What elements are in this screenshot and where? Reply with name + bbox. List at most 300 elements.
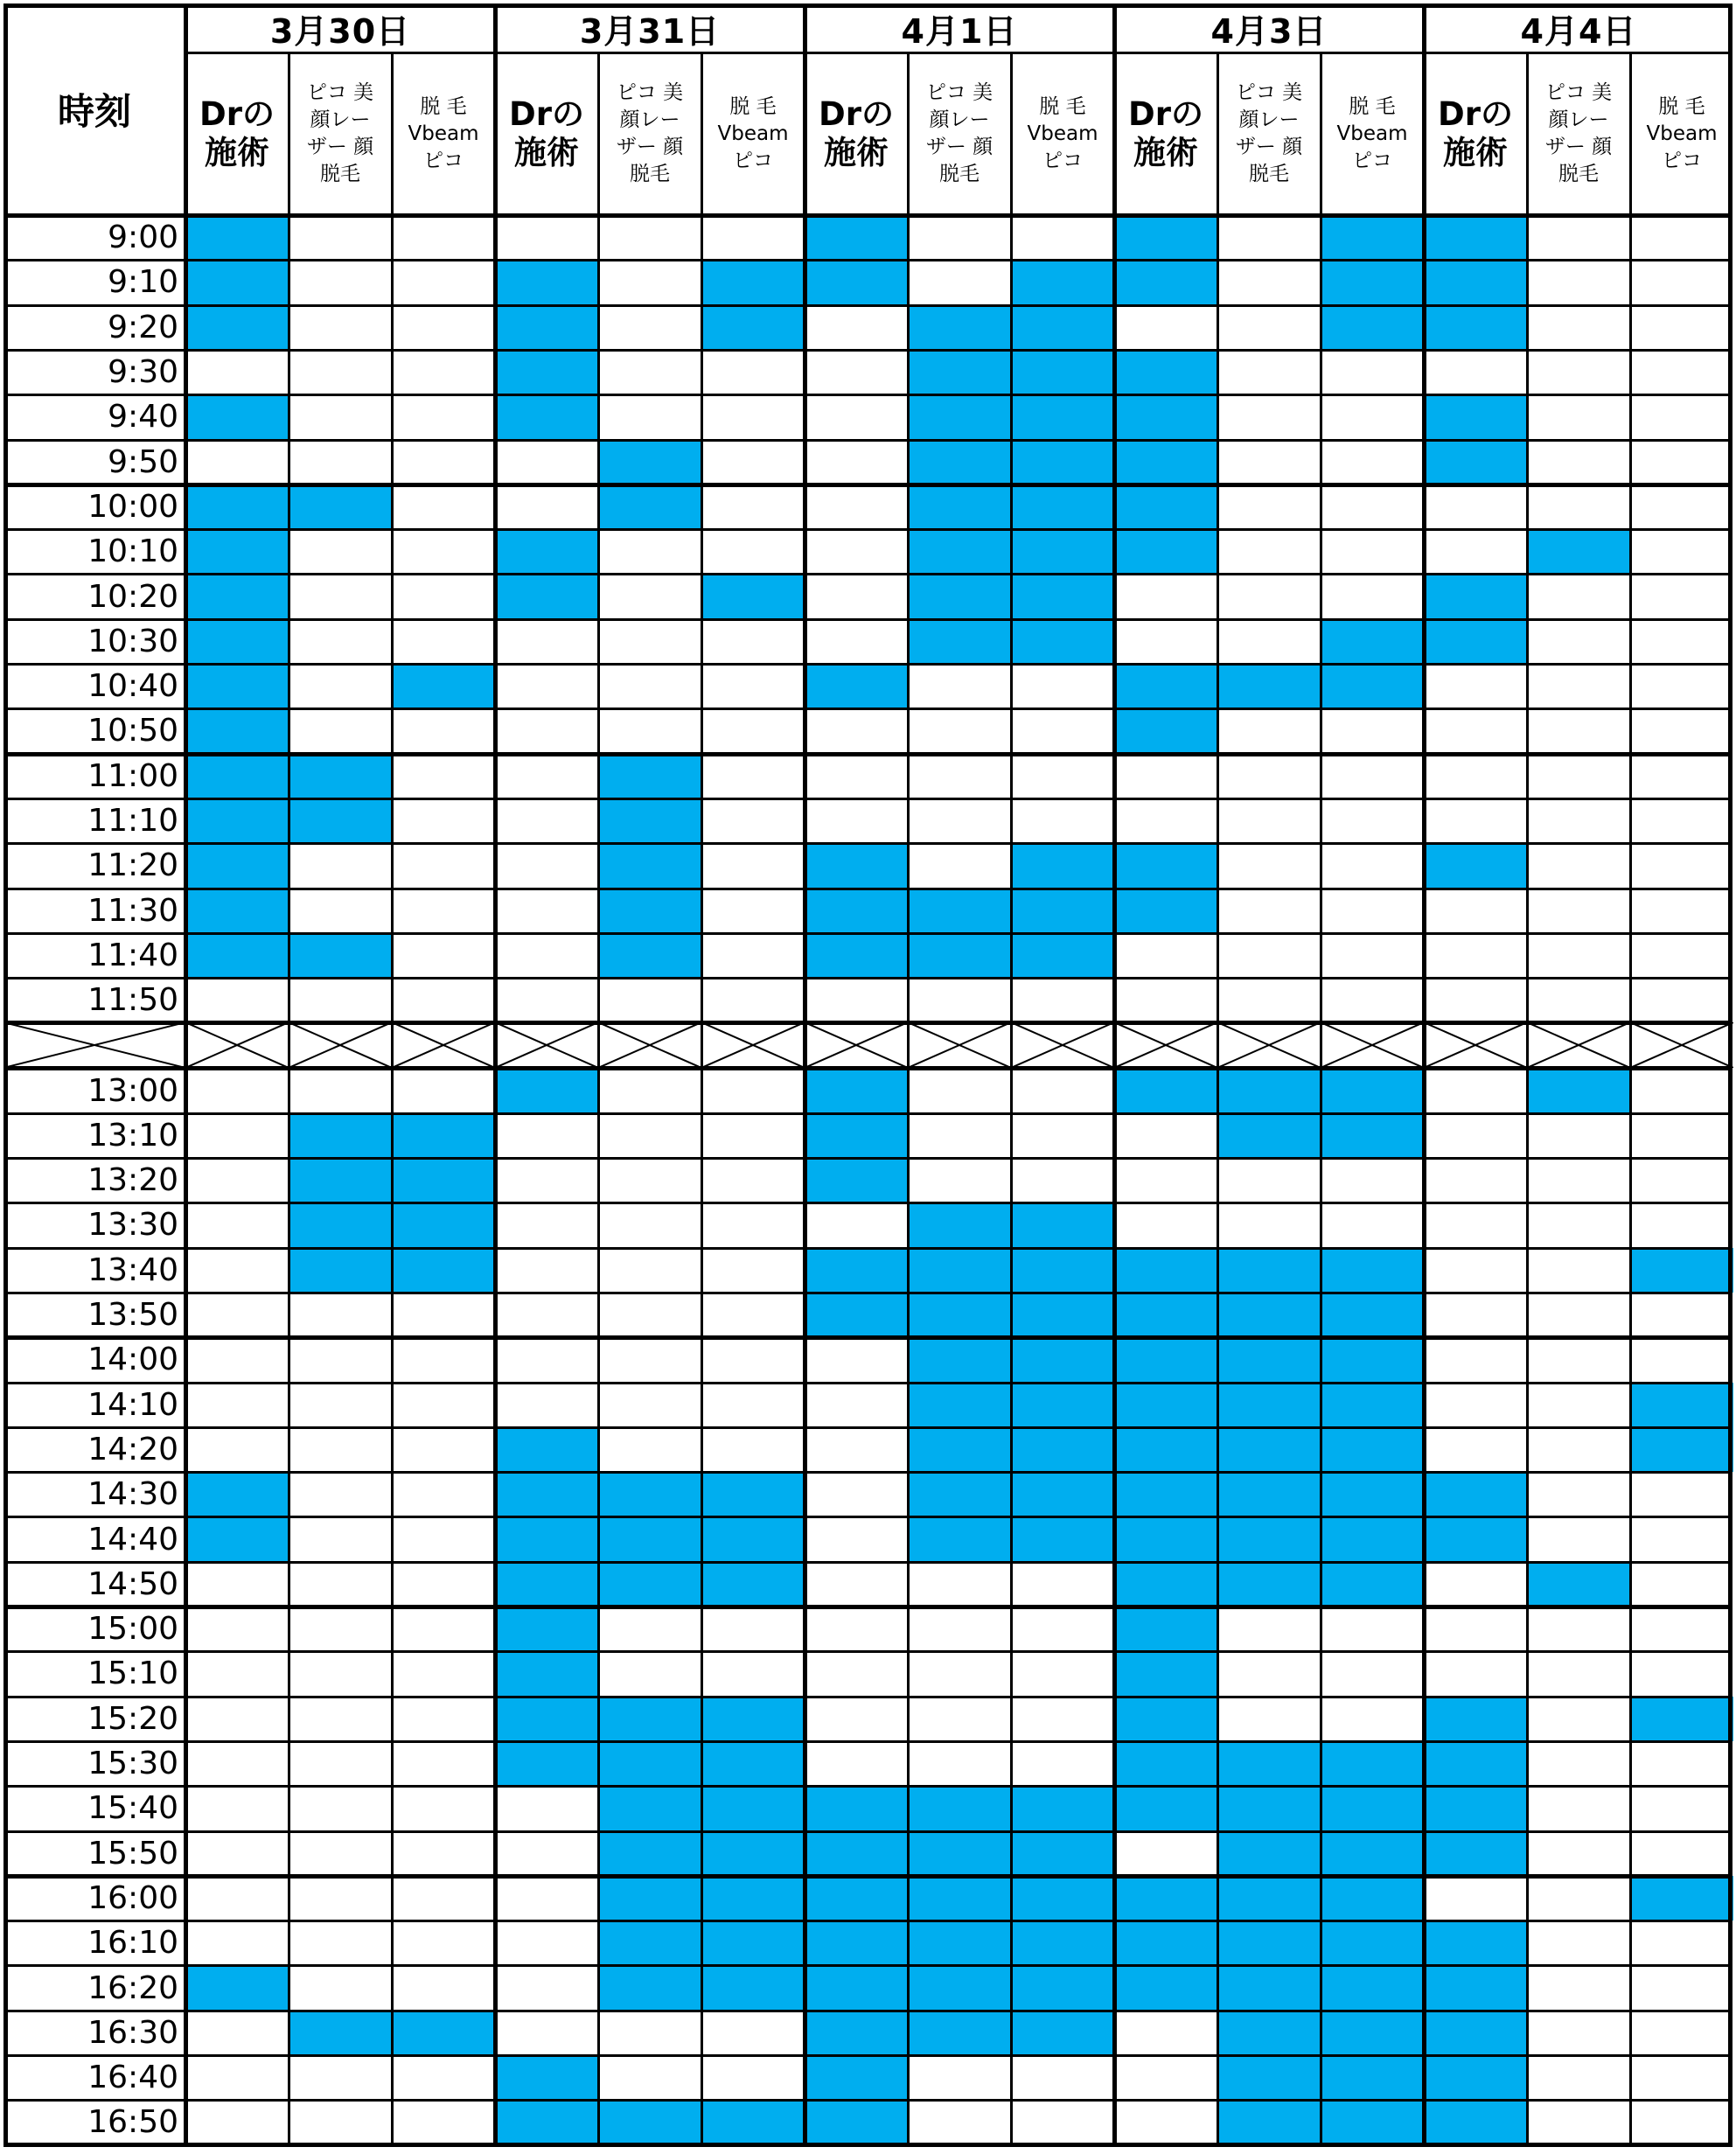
booked-slot[interactable] [908,1383,1011,1427]
booked-slot[interactable] [598,933,701,978]
booked-slot[interactable] [1424,1741,1527,1786]
booked-slot[interactable] [1114,1741,1217,1786]
booked-slot[interactable] [185,529,289,574]
booked-slot[interactable] [1114,260,1217,304]
booked-slot[interactable] [1114,1293,1217,1337]
booked-slot[interactable] [805,1920,908,1965]
booked-slot[interactable] [1217,1876,1321,1920]
booked-slot[interactable] [1321,1920,1424,1965]
booked-slot[interactable] [598,1876,701,1920]
grid-line [1112,3,1117,2145]
booked-slot[interactable] [908,574,1011,618]
booked-slot[interactable] [1114,1427,1217,1472]
booked-slot[interactable] [1321,2100,1424,2144]
booked-slot[interactable] [1011,1965,1114,2010]
booked-slot[interactable] [1114,440,1217,484]
booked-slot[interactable] [185,843,289,888]
booked-slot[interactable] [908,1202,1011,1247]
booked-slot[interactable] [185,394,289,439]
booked-slot[interactable] [1011,1516,1114,1561]
booked-slot[interactable] [908,1786,1011,1830]
booked-slot[interactable] [908,619,1011,664]
booked-slot[interactable] [701,1516,805,1561]
column-header-dr: Drの 施術 [819,95,894,171]
time-label: 15:20 [87,1700,178,1737]
booked-slot[interactable] [805,2100,908,2144]
booked-slot[interactable] [598,754,701,798]
booked-slot[interactable] [598,484,701,529]
booked-slot[interactable] [1630,1697,1733,1741]
booked-slot[interactable] [805,1786,908,1830]
time-label: 11:40 [87,937,178,973]
grid-line [3,2054,1733,2057]
booked-slot[interactable] [701,1697,805,1741]
booked-slot[interactable] [1114,1248,1217,1293]
booked-slot[interactable] [495,1651,598,1696]
booked-slot[interactable] [908,394,1011,439]
booked-slot[interactable] [1114,1472,1217,1516]
booked-slot[interactable] [1527,529,1630,574]
booked-slot[interactable] [1011,1831,1114,1876]
booked-slot[interactable] [1630,1248,1733,1293]
grid-line [3,213,1733,218]
booked-slot[interactable] [701,1965,805,2010]
booked-slot[interactable] [1321,305,1424,350]
booked-slot[interactable] [1011,350,1114,394]
booked-slot[interactable] [1321,619,1424,664]
booked-slot[interactable] [1114,1516,1217,1561]
booked-slot[interactable] [1217,1472,1321,1516]
booked-slot[interactable] [908,1248,1011,1293]
booked-slot[interactable] [1321,1831,1424,1876]
booked-slot[interactable] [908,2011,1011,2055]
booked-slot[interactable] [1011,843,1114,888]
booked-slot[interactable] [805,1068,908,1112]
booked-slot[interactable] [185,1516,289,1561]
booked-slot[interactable] [1217,1741,1321,1786]
booked-slot[interactable] [1321,664,1424,708]
time-label: 16:30 [87,2014,178,2051]
booked-slot[interactable] [1114,843,1217,888]
booked-slot[interactable] [1217,1293,1321,1337]
column-header-hair_vbeam: 脱 毛 Vbeam ピコ [408,94,479,172]
lunch-break-cross [598,1022,701,1068]
booked-slot[interactable] [1217,1113,1321,1158]
grid-line [803,3,807,2145]
booked-slot[interactable] [598,1920,701,1965]
booked-slot[interactable] [1424,1920,1527,1965]
lunch-break-cross [1321,1022,1424,1068]
booked-slot[interactable] [701,305,805,350]
booked-slot[interactable] [185,754,289,798]
booked-slot[interactable] [908,1293,1011,1337]
column-header-pico_face: ピコ 美 顔レー ザー 顔 脱毛 [1235,81,1303,185]
booked-slot[interactable] [185,1965,289,2010]
booked-slot[interactable] [701,1786,805,1830]
booked-slot[interactable] [1114,708,1217,753]
booked-slot[interactable] [1424,843,1527,888]
grid-line [3,2099,1733,2102]
booked-slot[interactable] [908,1876,1011,1920]
booked-slot[interactable] [908,529,1011,574]
booked-slot[interactable] [1011,1248,1114,1293]
booked-slot[interactable] [805,1831,908,1876]
booked-slot[interactable] [908,1472,1011,1516]
grid-line [3,1561,1733,1564]
booked-slot[interactable] [495,2100,598,2144]
booked-slot[interactable] [1321,1965,1424,2010]
time-label: 10:20 [87,578,178,615]
booked-slot[interactable] [1424,440,1527,484]
booked-slot[interactable] [1011,1202,1114,1247]
booked-slot[interactable] [1011,1427,1114,1472]
time-label: 10:50 [87,713,178,749]
time-label: 13:00 [87,1072,178,1109]
time-label: 13:10 [87,1117,178,1154]
booked-slot[interactable] [1114,1068,1217,1112]
booked-slot[interactable] [1321,1472,1424,1516]
time-label: 9:40 [108,399,178,436]
booked-slot[interactable] [1011,394,1114,439]
time-label: 16:50 [87,2104,178,2141]
booked-slot[interactable] [598,798,701,843]
booked-slot[interactable] [495,1562,598,1607]
booked-slot[interactable] [908,350,1011,394]
booked-slot[interactable] [392,1248,495,1293]
booked-slot[interactable] [598,1965,701,2010]
booked-slot[interactable] [1321,1248,1424,1293]
time-label: 10:30 [87,623,178,659]
booked-slot[interactable] [805,664,908,708]
booked-slot[interactable] [1424,1786,1527,1830]
booked-slot[interactable] [495,350,598,394]
booked-slot[interactable] [495,529,598,574]
booked-slot[interactable] [1321,2011,1424,2055]
booked-slot[interactable] [701,2100,805,2144]
booked-slot[interactable] [185,484,289,529]
booked-slot[interactable] [1217,2011,1321,2055]
booked-slot[interactable] [1321,260,1424,304]
lunch-break-cross [1011,1022,1114,1068]
booked-slot[interactable] [805,1293,908,1337]
booked-slot[interactable] [289,484,392,529]
booked-slot[interactable] [1424,574,1527,618]
booked-slot[interactable] [1011,305,1114,350]
booked-slot[interactable] [1114,664,1217,708]
booked-slot[interactable] [289,1202,392,1247]
booked-slot[interactable] [1321,1516,1424,1561]
booked-slot[interactable] [908,440,1011,484]
booked-slot[interactable] [1424,1697,1527,1741]
booked-slot[interactable] [289,1113,392,1158]
booked-slot[interactable] [185,215,289,260]
booked-slot[interactable] [1114,1651,1217,1696]
booked-slot[interactable] [1527,1562,1630,1607]
booked-slot[interactable] [701,260,805,304]
booked-slot[interactable] [908,1831,1011,1876]
booked-slot[interactable] [1424,260,1527,304]
booked-slot[interactable] [1217,2055,1321,2100]
booked-slot[interactable] [185,619,289,664]
booked-slot[interactable] [1114,1876,1217,1920]
booked-slot[interactable] [805,1876,908,1920]
booked-slot[interactable] [495,260,598,304]
booked-slot[interactable] [1114,529,1217,574]
time-column-header: 時刻 [57,90,131,133]
booked-slot[interactable] [495,305,598,350]
booked-slot[interactable] [701,1562,805,1607]
booked-slot[interactable] [805,2011,908,2055]
booked-slot[interactable] [1011,260,1114,304]
booked-slot[interactable] [1424,1831,1527,1876]
grid-line [184,3,188,2145]
grid-line [1422,3,1426,2145]
booked-slot[interactable] [185,933,289,978]
booked-slot[interactable] [185,798,289,843]
booked-slot[interactable] [1321,1383,1424,1427]
booked-slot[interactable] [1217,1248,1321,1293]
booked-slot[interactable] [185,574,289,618]
booked-slot[interactable] [1011,619,1114,664]
booked-slot[interactable] [1321,1427,1424,1472]
booked-slot[interactable] [185,260,289,304]
booked-slot[interactable] [1321,215,1424,260]
booked-slot[interactable] [805,843,908,888]
booked-slot[interactable] [908,1337,1011,1382]
booked-slot[interactable] [495,1427,598,1472]
time-label: 13:30 [87,1207,178,1244]
time-label: 11:50 [87,982,178,1019]
booked-slot[interactable] [1011,889,1114,933]
booked-slot[interactable] [908,933,1011,978]
booked-slot[interactable] [908,1516,1011,1561]
booked-slot[interactable] [1630,1427,1733,1472]
booked-slot[interactable] [1114,394,1217,439]
booked-slot[interactable] [1011,1293,1114,1337]
booked-slot[interactable] [805,889,908,933]
grid-line [597,52,600,2145]
booked-slot[interactable] [598,1741,701,1786]
booked-slot[interactable] [908,484,1011,529]
booked-slot[interactable] [289,754,392,798]
booked-slot[interactable] [1011,1786,1114,1830]
booked-slot[interactable] [598,843,701,888]
time-label: 9:20 [108,309,178,345]
time-label: 9:30 [108,354,178,391]
booked-slot[interactable] [392,664,495,708]
column-header-dr: Drの 施術 [199,95,275,171]
booked-slot[interactable] [1114,1786,1217,1830]
grid-line [3,439,1733,442]
booked-slot[interactable] [185,664,289,708]
grid-line [3,888,1733,890]
booked-slot[interactable] [495,1472,598,1516]
column-header-pico_face: ピコ 美 顔レー ザー 顔 脱毛 [616,81,684,185]
column-header-hair_vbeam: 脱 毛 Vbeam ピコ [717,94,789,172]
booked-slot[interactable] [598,1516,701,1561]
booked-slot[interactable] [1011,529,1114,574]
booked-slot[interactable] [908,889,1011,933]
time-label: 10:00 [87,488,178,525]
booked-slot[interactable] [1114,1965,1217,2010]
booked-slot[interactable] [1321,1741,1424,1786]
booked-slot[interactable] [1321,1068,1424,1112]
booked-slot[interactable] [1424,1516,1527,1561]
booked-slot[interactable] [1424,1472,1527,1516]
booked-slot[interactable] [289,1248,392,1293]
booked-slot[interactable] [1114,484,1217,529]
booked-slot[interactable] [1114,1383,1217,1427]
booked-slot[interactable] [805,260,908,304]
booked-slot[interactable] [1424,2011,1527,2055]
booked-slot[interactable] [1011,1472,1114,1516]
booked-slot[interactable] [908,305,1011,350]
booked-slot[interactable] [185,1472,289,1516]
booked-slot[interactable] [1217,1427,1321,1472]
booked-slot[interactable] [1011,484,1114,529]
booked-slot[interactable] [701,574,805,618]
booked-slot[interactable] [1114,1337,1217,1382]
booked-slot[interactable] [1424,619,1527,664]
booked-slot[interactable] [701,1741,805,1786]
booked-slot[interactable] [701,1876,805,1920]
booked-slot[interactable] [1011,933,1114,978]
grid-line [3,1605,1733,1609]
booked-slot[interactable] [495,1741,598,1786]
booked-slot[interactable] [1217,1831,1321,1876]
booked-slot[interactable] [289,2011,392,2055]
grid-line [3,259,1733,261]
booked-slot[interactable] [185,305,289,350]
booked-slot[interactable] [495,2055,598,2100]
booked-slot[interactable] [1114,350,1217,394]
booked-slot[interactable] [1321,1293,1424,1337]
booked-slot[interactable] [1011,1337,1114,1382]
booked-slot[interactable] [185,708,289,753]
booked-slot[interactable] [1217,1786,1321,1830]
booked-slot[interactable] [598,1831,701,1876]
booked-slot[interactable] [1321,1562,1424,1607]
booked-slot[interactable] [598,1472,701,1516]
booked-slot[interactable] [805,1113,908,1158]
booked-slot[interactable] [1424,215,1527,260]
grid-line [1010,52,1013,2145]
booked-slot[interactable] [1011,1876,1114,1920]
booked-slot[interactable] [495,1516,598,1561]
booked-slot[interactable] [1424,1965,1527,2010]
booked-slot[interactable] [701,1831,805,1876]
booked-slot[interactable] [1630,1876,1733,1920]
booked-slot[interactable] [1114,889,1217,933]
time-label: 9:00 [108,220,178,256]
booked-slot[interactable] [1321,1337,1424,1382]
booked-slot[interactable] [1321,2055,1424,2100]
grid-line [3,1696,1733,1698]
booked-slot[interactable] [1424,2055,1527,2100]
booked-slot[interactable] [1011,574,1114,618]
booked-slot[interactable] [1114,1697,1217,1741]
booked-slot[interactable] [392,1202,495,1247]
booked-slot[interactable] [1217,664,1321,708]
booked-slot[interactable] [598,889,701,933]
booked-slot[interactable] [1217,1965,1321,2010]
booked-slot[interactable] [598,1697,701,1741]
booked-slot[interactable] [1527,1068,1630,1112]
booked-slot[interactable] [1424,305,1527,350]
booked-slot[interactable] [289,1158,392,1202]
booked-slot[interactable] [1011,2011,1114,2055]
booked-slot[interactable] [908,1920,1011,1965]
booked-slot[interactable] [392,1113,495,1158]
column-header-dr: Drの 施術 [1438,95,1513,171]
booked-slot[interactable] [1217,1068,1321,1112]
booked-slot[interactable] [1217,1562,1321,1607]
booked-slot[interactable] [598,2100,701,2144]
booked-slot[interactable] [185,889,289,933]
booked-slot[interactable] [1114,1562,1217,1607]
date-header: 4月3日 [1210,11,1328,51]
booked-slot[interactable] [1217,1383,1321,1427]
booked-slot[interactable] [1321,1786,1424,1830]
booked-slot[interactable] [598,440,701,484]
booked-slot[interactable] [908,1427,1011,1472]
booked-slot[interactable] [392,1158,495,1202]
booked-slot[interactable] [598,1786,701,1830]
booked-slot[interactable] [1424,2100,1527,2144]
booked-slot[interactable] [805,2055,908,2100]
grid-line [3,573,1733,575]
booked-slot[interactable] [701,1472,805,1516]
booked-slot[interactable] [1424,394,1527,439]
booked-slot[interactable] [805,1965,908,2010]
booked-slot[interactable] [1217,1920,1321,1965]
booked-slot[interactable] [701,1920,805,1965]
booked-slot[interactable] [1114,1607,1217,1651]
booked-slot[interactable] [495,574,598,618]
booked-slot[interactable] [495,1697,598,1741]
booked-slot[interactable] [908,1965,1011,2010]
time-label: 11:30 [87,892,178,929]
booked-slot[interactable] [805,933,908,978]
grid-line [3,708,1733,710]
booked-slot[interactable] [289,933,392,978]
grid-line [185,52,1733,54]
booked-slot[interactable] [1011,1920,1114,1965]
booked-slot[interactable] [1114,215,1217,260]
booked-slot[interactable] [1217,1337,1321,1382]
booked-slot[interactable] [495,1068,598,1112]
booked-slot[interactable] [805,1248,908,1293]
booked-slot[interactable] [1011,1383,1114,1427]
booked-slot[interactable] [1114,1920,1217,1965]
booked-slot[interactable] [495,1607,598,1651]
booked-slot[interactable] [1321,1876,1424,1920]
booked-slot[interactable] [289,798,392,843]
booked-slot[interactable] [1321,1113,1424,1158]
booked-slot[interactable] [598,1562,701,1607]
time-label: 14:20 [87,1431,178,1467]
booked-slot[interactable] [1630,1383,1733,1427]
grid-line [3,1964,1733,1967]
booked-slot[interactable] [805,1158,908,1202]
booked-slot[interactable] [1011,440,1114,484]
booked-slot[interactable] [1217,1516,1321,1561]
booked-slot[interactable] [495,394,598,439]
booked-slot[interactable] [805,215,908,260]
time-label: 16:00 [87,1879,178,1916]
booked-slot[interactable] [392,2011,495,2055]
booked-slot[interactable] [1217,2100,1321,2144]
